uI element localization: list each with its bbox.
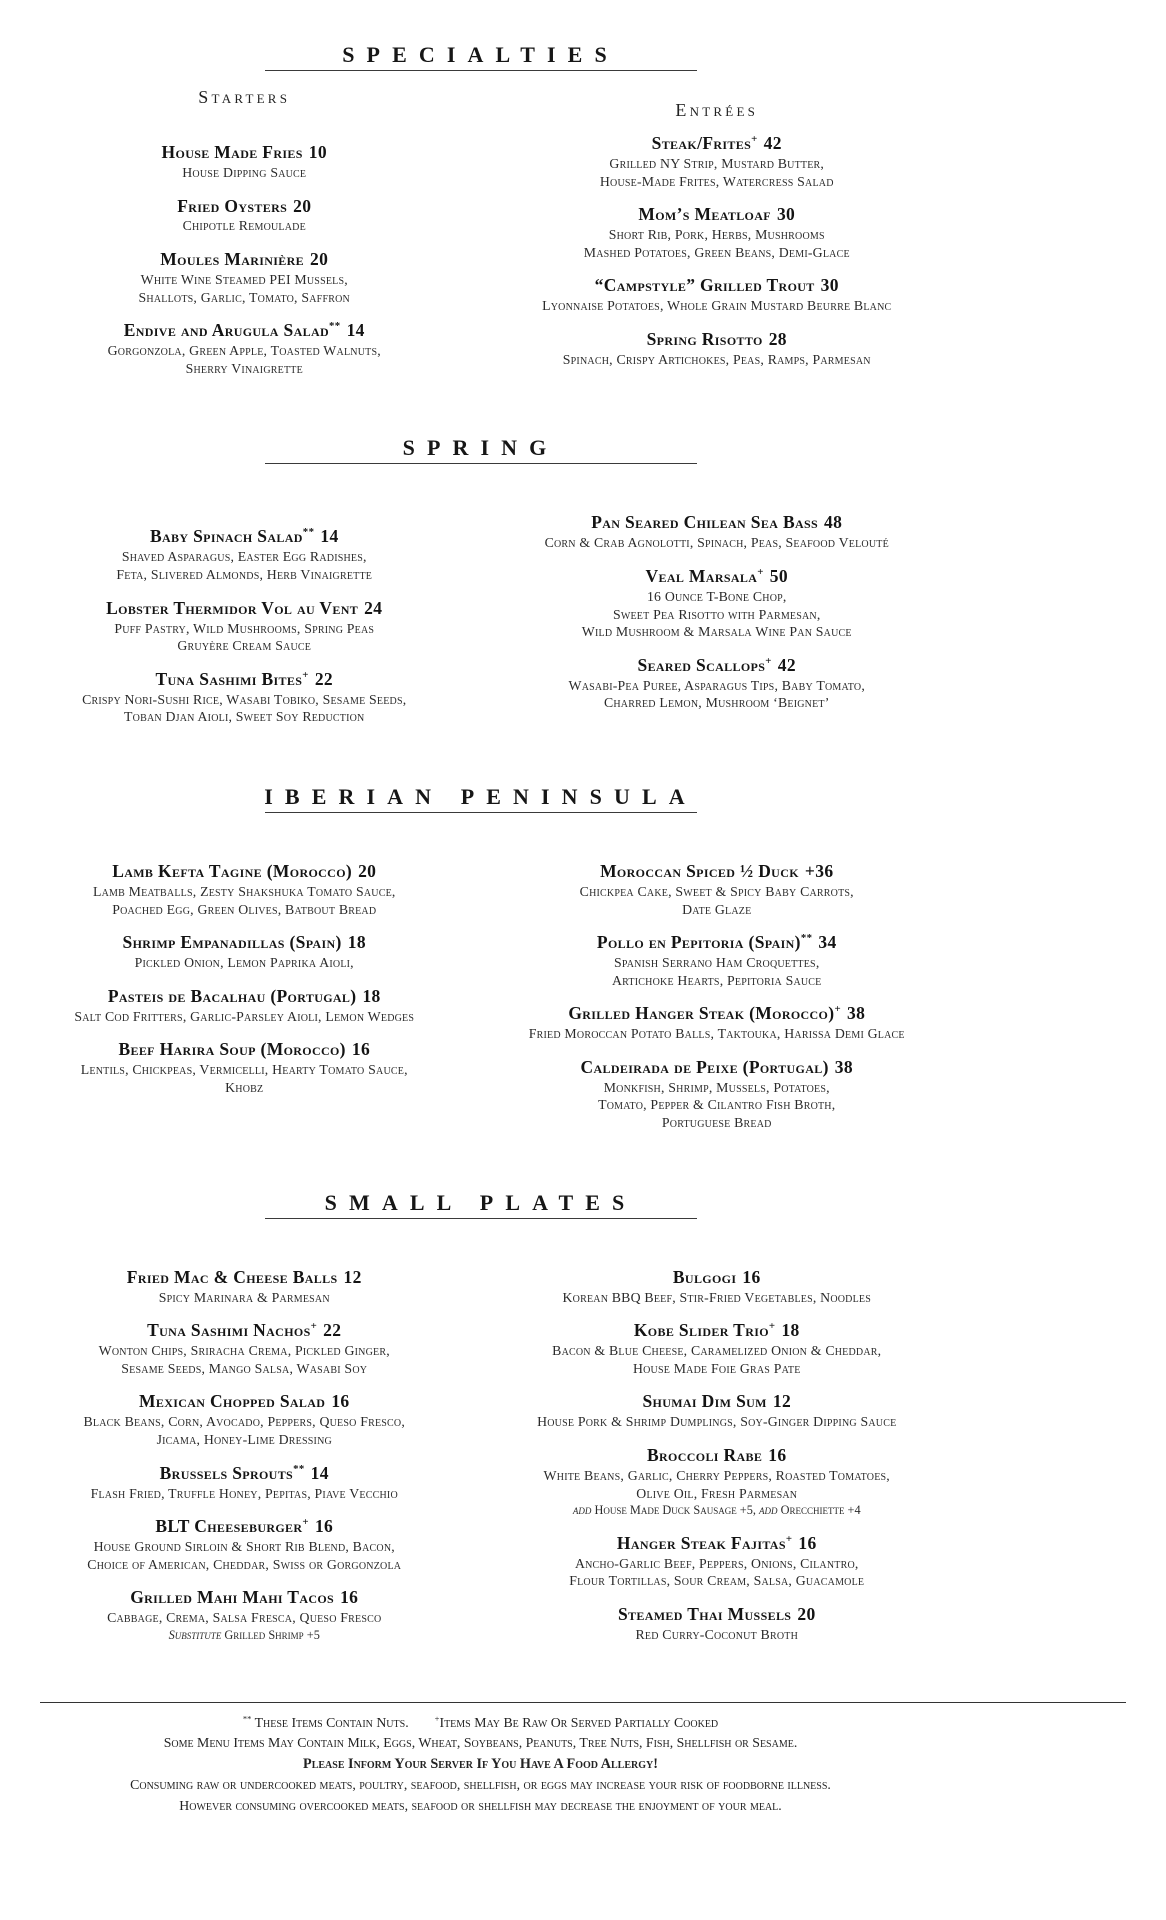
raw-note-text: Items May Be Raw Or Served Partially Cooked xyxy=(439,1714,719,1730)
item-name: Seared Scallops xyxy=(637,654,766,675)
menu-item xyxy=(487,655,948,712)
raw-note xyxy=(434,1712,719,1730)
item-name: House Made Fries xyxy=(161,142,303,162)
item-name-line xyxy=(487,1320,948,1342)
item-description-line: House Ground Sirloin & Short Rib Blend, Bacon, xyxy=(93,1539,395,1555)
item-name: Endive and Arugula Salad xyxy=(123,320,330,341)
item-marker: + xyxy=(302,1516,309,1529)
item-name-line xyxy=(14,1587,475,1609)
section-columns xyxy=(8,1267,953,1658)
item-description-line: Pickled Onion, Lemon Paprika Aioli, xyxy=(134,955,354,971)
item-price: 18 xyxy=(781,1320,800,1341)
item-name-line xyxy=(14,1463,475,1485)
item-description-line: Charred Lemon, Mushroom ‘Beignet’ xyxy=(603,695,830,711)
item-description-line: House Dipping Sauce xyxy=(182,164,307,180)
section-title-rule xyxy=(265,463,697,464)
item-description-line: Spicy Marinara & Parmesan xyxy=(158,1289,330,1305)
item-description-line: Spanish Serrano Ham Croquettes, xyxy=(614,955,820,971)
item-price: 14 xyxy=(346,320,365,341)
item-name-line xyxy=(14,861,475,883)
item-name: Fried Oysters xyxy=(177,195,288,216)
item-price: 20 xyxy=(797,1603,816,1624)
item-name: Kobe Slider Trio xyxy=(633,1320,769,1341)
item-description-line: Choice of American, Cheddar, Swiss or Gorgonzola xyxy=(87,1556,402,1572)
section-title: SMALL PLATES xyxy=(324,1189,637,1215)
item-description-line: Wasabi-Pea Puree, Asparagus Tips, Baby Tomato, xyxy=(568,677,866,693)
item-description-line: Sherry Vinaigrette xyxy=(185,360,303,376)
item-description-line: Mashed Potatoes, Green Beans, Demi-Glace xyxy=(583,244,850,260)
item-description-line: House Pork & Shrimp Dumplings, Soy-Ginger Dipping Sauce xyxy=(537,1414,897,1430)
menu-column xyxy=(481,87,954,391)
item-name: Moroccan Spiced ½ Duck xyxy=(600,861,799,881)
menu-item xyxy=(487,204,948,261)
item-note-text: Grilled Shrimp +5 xyxy=(221,1627,320,1642)
menu-item xyxy=(14,932,475,972)
item-name: “Campstyle” Grilled Trout xyxy=(594,275,815,296)
item-name-line xyxy=(14,986,475,1008)
however-line: However consuming overcooked meats, seafood or shellfish may decrease the enjoyment of your meal. xyxy=(179,1797,782,1813)
item-marker: + xyxy=(757,566,764,579)
item-name: Lobster Thermidor Vol au Vent xyxy=(106,597,359,618)
item-name-line xyxy=(487,1391,948,1413)
menu-item xyxy=(487,1391,948,1431)
item-name: Shrimp Empanadillas (Spain) xyxy=(122,932,342,953)
item-name-line xyxy=(14,1039,475,1061)
nuts-note-text: These Items Contain Nuts. xyxy=(254,1714,409,1730)
item-marker: + xyxy=(310,1320,318,1333)
item-name: Steak/Frites xyxy=(651,133,752,153)
item-marker: + xyxy=(785,1532,793,1545)
item-name-line xyxy=(14,526,475,548)
allergen-line: Some Menu Items May Contain Milk, Eggs, Wheat, Soybeans, Peanuts, Tree Nuts, Fish, Shellfish or Sesame. xyxy=(163,1735,798,1751)
item-price: 30 xyxy=(820,275,839,296)
item-description-line: Gruyère Cream Sauce xyxy=(177,638,312,654)
item-note-text: Substitute xyxy=(168,1627,222,1642)
item-name: Tuna Sashimi Nachos xyxy=(147,1320,311,1341)
menu-item xyxy=(487,1003,948,1043)
menu-item xyxy=(14,526,475,583)
footer-notes-line xyxy=(8,1713,953,1734)
item-name-line xyxy=(487,1604,948,1626)
item-description-line: House-Made Frites, Watercress Salad xyxy=(599,173,834,189)
item-price: 30 xyxy=(776,204,796,225)
menu-item xyxy=(14,986,475,1026)
item-description-line: Chickpea Cake, Sweet & Spicy Baby Carrots, xyxy=(579,883,854,899)
menu-item xyxy=(487,1320,948,1377)
menu-column xyxy=(481,1267,954,1658)
item-name: Hanger Steak Fajitas xyxy=(616,1532,786,1553)
item-name: Bulgogi xyxy=(672,1266,737,1287)
item-name-line xyxy=(14,932,475,954)
item-name: Grilled Hanger Steak (Morocco) xyxy=(568,1003,835,1024)
section-columns xyxy=(8,87,953,391)
menu-item xyxy=(14,142,475,182)
section-title-rule xyxy=(265,812,697,813)
menu-column xyxy=(481,861,954,1146)
item-name: Veal Marsala xyxy=(645,565,758,586)
item-name-line xyxy=(14,1267,475,1289)
item-description-line: Toban Djan Aioli, Sweet Soy Reduction xyxy=(124,709,365,725)
item-description-line: Chipotle Remoulade xyxy=(182,218,306,234)
item-name-line xyxy=(487,1533,948,1555)
item-description-line: Shaved Asparagus, Easter Egg Radishes, xyxy=(121,549,367,565)
item-note-text: add xyxy=(572,1503,592,1518)
item-name-line xyxy=(14,1320,475,1342)
item-description-line: 16 Ounce T-Bone Chop, xyxy=(646,588,787,604)
menu-item xyxy=(14,669,475,726)
menu-content xyxy=(8,0,953,1658)
item-name-line xyxy=(487,861,948,883)
menu-item xyxy=(14,1039,475,1096)
item-name-line xyxy=(14,598,475,620)
item-description-line: Artichoke Hearts, Pepitoria Sauce xyxy=(611,972,822,988)
item-description-line: Flash Fried, Truffle Honey, Pepitas, Piave Vecchio xyxy=(90,1485,398,1501)
item-price: 20 xyxy=(293,195,312,216)
item-name: Tuna Sashimi Bites xyxy=(155,668,303,689)
raw-marker: + xyxy=(434,1712,440,1723)
consuming-line: Consuming raw or undercooked meats, poultry, seafood, shellfish, or eggs may increase your risk of foodborne illness. xyxy=(130,1777,831,1793)
section-columns xyxy=(8,861,953,1146)
menu-item xyxy=(14,1516,475,1573)
item-marker: + xyxy=(834,1003,841,1016)
item-note-text: House Made Duck Sausage +5, xyxy=(591,1503,760,1518)
menu-item xyxy=(487,861,948,918)
menu-item xyxy=(14,320,475,377)
menu-sections xyxy=(8,42,953,1658)
item-name: BLT Cheeseburger xyxy=(155,1516,303,1537)
menu-item xyxy=(487,275,948,315)
item-name: Caldeirada de Peixe (Portugal) xyxy=(580,1056,829,1077)
item-price: 18 xyxy=(347,932,366,953)
item-name: Brussels Sprouts xyxy=(159,1462,294,1483)
item-name-line xyxy=(14,320,475,342)
menu-item xyxy=(14,1267,475,1307)
item-price: 34 xyxy=(818,932,837,953)
item-description-line: Fried Moroccan Potato Balls, Taktouka, Harissa Demi Glace xyxy=(528,1026,905,1042)
menu-item xyxy=(487,1604,948,1644)
item-description-line: House Made Foie Gras Pate xyxy=(632,1360,801,1376)
menu-item xyxy=(14,196,475,236)
item-price: +36 xyxy=(804,861,834,881)
item-price: 38 xyxy=(846,1003,866,1024)
item-note xyxy=(14,1627,475,1644)
item-description-line: Gorgonzola, Green Apple, Toasted Walnuts, xyxy=(107,343,381,359)
item-price: 20 xyxy=(358,861,377,881)
menu-section-iberian xyxy=(8,784,953,1146)
item-name-line xyxy=(487,1057,948,1079)
item-name: Beef Harira Soup (Morocco) xyxy=(118,1039,346,1060)
item-price: 42 xyxy=(763,133,782,153)
item-marker: ** xyxy=(800,932,813,945)
item-name: Pasteis de Bacalhau (Portugal) xyxy=(107,985,357,1006)
nuts-note xyxy=(242,1712,409,1730)
section-columns xyxy=(8,512,953,740)
item-name: Mom’s Meatloaf xyxy=(638,204,771,225)
item-name: Spring Risotto xyxy=(646,328,763,349)
item-price: 48 xyxy=(824,512,843,533)
item-price: 10 xyxy=(308,142,327,162)
item-description-line: Tomato, Pepper & Cilantro Fish Broth, xyxy=(598,1097,836,1113)
item-description-line: Poached Egg, Green Olives, Batbout Bread xyxy=(112,901,377,917)
item-name: Lamb Kefta Tagine (Morocco) xyxy=(112,861,353,881)
item-description-line: Korean BBQ Beef, Stir-Fried Vegetables, Noodles xyxy=(562,1289,872,1305)
column-heading: Starters xyxy=(198,87,291,107)
section-title-rule xyxy=(265,70,697,71)
section-title-rule xyxy=(265,1218,697,1219)
item-marker: ** xyxy=(302,526,315,539)
menu-column xyxy=(481,512,954,740)
menu-item xyxy=(487,1267,948,1307)
item-name-line xyxy=(14,249,475,271)
menu-item xyxy=(487,1057,948,1132)
item-description-line: Portuguese Bread xyxy=(661,1115,772,1131)
item-marker: ** xyxy=(329,320,341,333)
item-name: Mexican Chopped Salad xyxy=(138,1391,326,1412)
item-price: 16 xyxy=(798,1532,817,1553)
item-price: 22 xyxy=(323,1320,342,1341)
item-name: Baby Spinach Salad xyxy=(149,526,303,547)
menu-item xyxy=(14,598,475,655)
item-description-line: Puff Pastry, Wild Mushrooms, Spring Peas xyxy=(114,620,375,636)
item-name-line xyxy=(14,142,475,164)
item-description-line: Khobz xyxy=(225,1079,264,1095)
item-name-line xyxy=(14,1516,475,1538)
item-marker: + xyxy=(765,654,772,667)
item-name: Broccoli Rabe xyxy=(647,1445,763,1465)
nuts-marker: ** xyxy=(242,1712,252,1723)
item-name-line xyxy=(487,204,948,226)
item-price: 42 xyxy=(777,654,796,675)
item-name: Pollo en Pepitoria (Spain) xyxy=(596,932,801,953)
menu-item xyxy=(487,1445,948,1519)
menu-item xyxy=(487,1533,948,1590)
menu-footer xyxy=(8,1703,953,1817)
item-price: 16 xyxy=(331,1391,350,1412)
item-name-line xyxy=(487,1003,948,1025)
item-name: Grilled Mahi Mahi Tacos xyxy=(130,1587,335,1608)
menu-item xyxy=(14,1320,475,1377)
item-price: 28 xyxy=(768,328,787,349)
item-name: Fried Mac & Cheese Balls xyxy=(126,1266,338,1287)
item-name-line xyxy=(487,133,948,155)
menu-item xyxy=(487,133,948,190)
item-name-line xyxy=(487,655,948,677)
item-description-line: Grilled NY Strip, Mustard Butter, xyxy=(609,155,825,171)
item-description-line: Corn & Crab Agnolotti, Spinach, Peas, Seafood Velouté xyxy=(544,535,889,551)
item-description-line: Feta, Slivered Almonds, Herb Vinaigrette xyxy=(116,566,373,582)
item-price: 14 xyxy=(310,1462,329,1483)
item-name-line xyxy=(487,275,948,297)
item-name-line xyxy=(14,1391,475,1413)
menu-item xyxy=(487,932,948,989)
item-name-line xyxy=(487,932,948,954)
item-name-line xyxy=(14,196,475,218)
item-name-line xyxy=(487,1267,948,1289)
menu-item xyxy=(14,1587,475,1643)
menu-item xyxy=(487,329,948,369)
item-price: 16 xyxy=(768,1445,787,1465)
item-description-line: White Wine Steamed PEI Mussels, xyxy=(140,271,348,287)
item-price: 16 xyxy=(351,1039,371,1060)
item-price: 50 xyxy=(769,565,788,586)
item-description-line: Crispy Nori-Sushi Rice, Wasabi Tobiko, Sesame Seeds, xyxy=(82,691,407,707)
item-price: 20 xyxy=(310,249,329,270)
item-description-line: Spinach, Crispy Artichokes, Peas, Ramps, Parmesan xyxy=(562,351,871,367)
item-price: 16 xyxy=(742,1266,761,1287)
item-price: 16 xyxy=(314,1516,334,1537)
item-description-line: Black Beans, Corn, Avocado, Peppers, Queso Fresco, xyxy=(83,1414,406,1430)
menu-column xyxy=(8,87,481,391)
item-price: 24 xyxy=(364,597,383,618)
item-description-line: Lamb Meatballs, Zesty Shakshuka Tomato Sauce, xyxy=(92,883,396,899)
item-price: 12 xyxy=(343,1266,362,1287)
item-description-line: Olive Oil, Fresh Parmesan xyxy=(636,1485,798,1501)
menu-item xyxy=(14,861,475,918)
item-price: 16 xyxy=(340,1587,359,1608)
menu-column xyxy=(8,512,481,740)
menu-item xyxy=(487,512,948,552)
item-description-line: Bacon & Blue Cheese, Caramelized Onion & Cheddar, xyxy=(552,1343,882,1359)
item-description-line: White Beans, Garlic, Cherry Peppers, Roasted Tomatoes, xyxy=(543,1467,890,1483)
item-description-line: Wild Mushroom & Marsala Wine Pan Sauce xyxy=(581,624,852,640)
item-description-line: Shallots, Garlic, Tomato, Saffron xyxy=(138,289,350,305)
menu-item xyxy=(14,1463,475,1503)
allergy-warning: Please Inform Your Server If You Have A Food Allergy! xyxy=(303,1755,658,1772)
item-name: Shumai Dim Sum xyxy=(642,1391,767,1412)
item-note xyxy=(487,1502,948,1519)
item-marker: ** xyxy=(293,1462,305,1475)
section-title: SPRING xyxy=(402,435,559,461)
item-price: 12 xyxy=(772,1391,792,1412)
menu-item xyxy=(14,249,475,306)
item-name: Moules Marinière xyxy=(160,249,304,270)
item-note-text: add xyxy=(759,1503,778,1518)
item-description-line: Monkfish, Shrimp, Mussels, Potatoes, xyxy=(603,1079,830,1095)
item-price: 38 xyxy=(834,1056,853,1077)
item-description-line: Lentils, Chickpeas, Vermicelli, Hearty Tomato Sauce, xyxy=(80,1062,408,1078)
menu-section-specialties xyxy=(8,42,953,391)
item-description-line: Cabbage, Crema, Salsa Fresca, Queso Fresco xyxy=(107,1610,382,1626)
menu-column xyxy=(8,1267,481,1658)
item-price: 18 xyxy=(362,985,381,1006)
item-name-line xyxy=(487,512,948,534)
menu-section-small-plates xyxy=(8,1190,953,1658)
item-description-line: Salt Cod Fritters, Garlic-Parsley Aioli, Lemon Wedges xyxy=(74,1008,415,1024)
item-name: Pan Seared Chilean Sea Bass xyxy=(591,512,819,533)
item-marker: + xyxy=(302,668,309,681)
item-name-line xyxy=(487,329,948,351)
item-marker: + xyxy=(768,1320,776,1333)
section-title: IBERIAN PENINSULA xyxy=(264,784,697,809)
item-description-line: Ancho-Garlic Beef, Peppers, Onions, Cilantro, xyxy=(574,1555,859,1571)
item-description-line: Flour Tortillas, Sour Cream, Salsa, Guacamole xyxy=(569,1573,865,1589)
column-heading: Entrées xyxy=(675,100,759,120)
item-marker: + xyxy=(751,133,758,146)
menu-section-spring xyxy=(8,435,953,740)
item-price: 14 xyxy=(320,526,339,547)
menu-item xyxy=(14,1391,475,1448)
item-name-line xyxy=(487,1445,948,1467)
menu-column xyxy=(8,861,481,1146)
item-price: 22 xyxy=(314,668,334,689)
item-description-line: Wonton Chips, Sriracha Crema, Pickled Ginger, xyxy=(98,1343,390,1359)
item-description-line: Red Curry-Coconut Broth xyxy=(635,1626,798,1642)
item-description-line: Short Rib, Pork, Herbs, Mushrooms xyxy=(608,227,825,243)
item-description-line: Jicama, Honey-Lime Dressing xyxy=(156,1432,332,1447)
item-name-line xyxy=(14,669,475,691)
item-note-text: Orecchiette +4 xyxy=(777,1503,861,1518)
item-description-line: Sweet Pea Risotto with Parmesan, xyxy=(612,606,821,622)
item-description-line: Sesame Seeds, Mango Salsa, Wasabi Soy xyxy=(121,1360,368,1376)
item-name: Steamed Thai Mussels xyxy=(617,1603,792,1624)
item-name-line xyxy=(487,566,948,588)
menu-item xyxy=(487,566,948,641)
item-description-line: Lyonnaise Potatoes, Whole Grain Mustard Beurre Blanc xyxy=(542,298,892,314)
item-description-line: Date Glaze xyxy=(682,901,752,917)
section-title: SPECIALTIES xyxy=(342,42,619,67)
